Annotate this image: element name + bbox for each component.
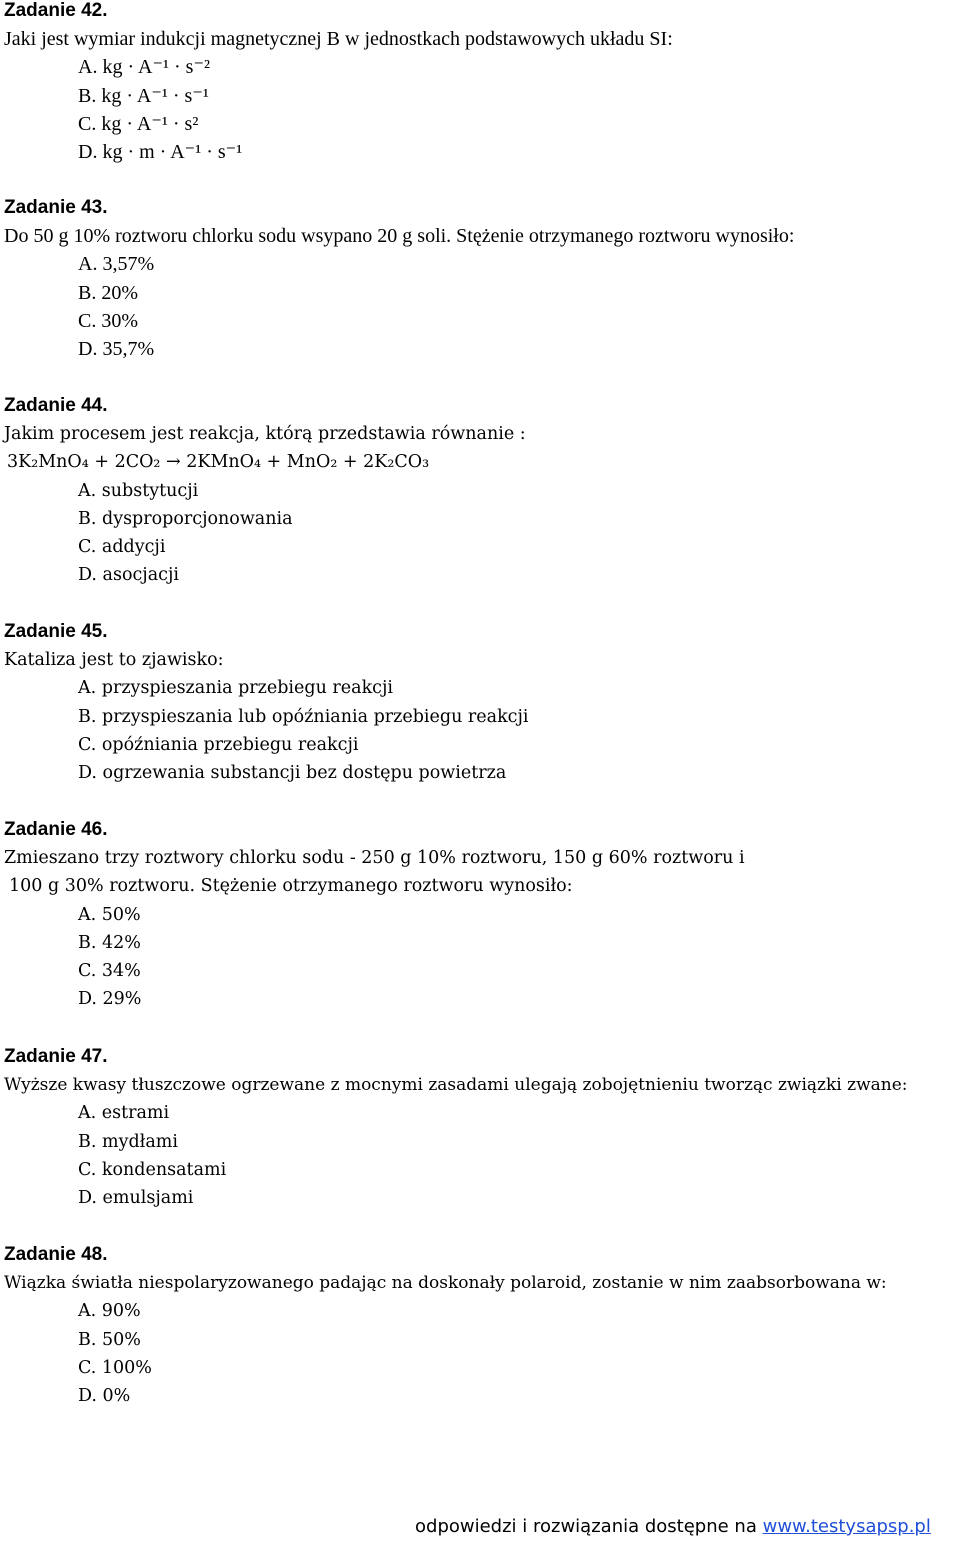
option-d: D. ogrzewania substancji bez dostępu powietrza — [78, 763, 507, 784]
task-title: Zadanie 47. — [4, 1046, 108, 1067]
option-d: D. asocjacji — [78, 565, 179, 586]
option-b: B. mydłami — [78, 1131, 178, 1152]
task-44 — [4, 392, 526, 590]
option-c: C. opóźniania przebiegu reakcji — [78, 734, 359, 755]
task-title: Zadanie 45. — [4, 621, 108, 642]
option-c: C. 100% — [78, 1357, 152, 1378]
task-47 — [4, 1043, 908, 1212]
task-48 — [4, 1241, 887, 1410]
task-title: Zadanie 48. — [4, 1244, 108, 1265]
task-45 — [4, 618, 529, 787]
answer-options — [78, 250, 794, 363]
option-a: A. 50% — [78, 904, 141, 925]
option-c: C. 30% — [78, 309, 138, 332]
option-d: D. emulsjami — [78, 1188, 194, 1209]
footer-link[interactable]: www.testysapsp.pl — [762, 1516, 931, 1537]
answer-options — [78, 477, 526, 590]
option-c: C. kg · A⁻¹ · s² — [78, 112, 199, 135]
answer-options — [78, 674, 529, 787]
task-question-continued: 100 g 30% roztworu. Stężenie otrzymanego roztworu wynosiło: — [9, 876, 573, 897]
option-b: B. 50% — [78, 1329, 141, 1350]
option-d: D. 35,7% — [78, 338, 155, 361]
task-title: Zadanie 42. — [4, 0, 108, 21]
option-a: A. 3,57% — [78, 253, 155, 276]
footer-text: odpowiedzi i rozwiązania dostępne na — [415, 1516, 757, 1537]
reaction-equation: 3K₂MnO₄ + 2CO₂ → 2KMnO₄ + MnO₂ + 2K₂CO₃ — [7, 452, 430, 473]
task-title: Zadanie 43. — [4, 197, 108, 218]
option-c: C. 34% — [78, 961, 141, 982]
task-question: Jakim procesem jest reakcja, którą przedstawia równanie : — [4, 424, 526, 444]
footer-note — [415, 1513, 931, 1541]
task-title: Zadanie 46. — [4, 819, 108, 840]
option-d: D. kg · m · A⁻¹ · s⁻¹ — [78, 141, 243, 164]
option-d: D. 0% — [78, 1386, 131, 1407]
option-a: A. 90% — [78, 1301, 141, 1322]
task-question: Wiązka światła niespolaryzowanego padając na doskonały polaroid, zostanie w nim zaabsorbowana w: — [4, 1273, 887, 1293]
option-b: B. przyspieszania lub opóźniania przebiegu reakcji — [78, 706, 529, 727]
option-a: A. przyspieszania przebiegu reakcji — [78, 678, 393, 699]
option-a: A. kg · A⁻¹ · s⁻² — [78, 56, 210, 79]
option-d: D. 29% — [78, 989, 142, 1010]
task-46 — [4, 816, 745, 1014]
task-question: Jaki jest wymiar indukcji magnetycznej B w jednostkach podstawowych układu SI: — [4, 28, 673, 50]
task-question: Do 50 g 10% roztworu chlorku sodu wsypano 20 g soli. Stężenie otrzymanego roztworu wynosiło: — [4, 225, 795, 247]
option-b: B. 42% — [78, 932, 141, 953]
option-a: A. substytucji — [78, 480, 199, 501]
option-c: C. addycji — [78, 537, 166, 558]
answer-options — [78, 901, 745, 1014]
task-question: Kataliza jest to zjawisko: — [4, 650, 224, 670]
option-b: B. dysproporcjonowania — [78, 508, 293, 529]
task-question: Zmieszano trzy roztwory chlorku sodu - 250 g 10% roztworu, 150 g 60% roztworu i — [4, 848, 745, 868]
task-42 — [4, 0, 673, 166]
option-a: A. estrami — [78, 1103, 170, 1124]
answer-options — [78, 1297, 887, 1410]
answer-options — [78, 53, 673, 166]
option-c: C. kondensatami — [78, 1159, 227, 1180]
task-title: Zadanie 44. — [4, 395, 108, 416]
answer-options — [78, 1099, 908, 1212]
option-b: B. 20% — [78, 281, 138, 304]
option-b: B. kg · A⁻¹ · s⁻¹ — [78, 84, 209, 107]
task-question: Wyższe kwasy tłuszczowe ogrzewane z mocnymi zasadami ulegają zobojętnieniu tworząc związki zwane: — [4, 1075, 908, 1095]
task-43 — [4, 194, 794, 363]
